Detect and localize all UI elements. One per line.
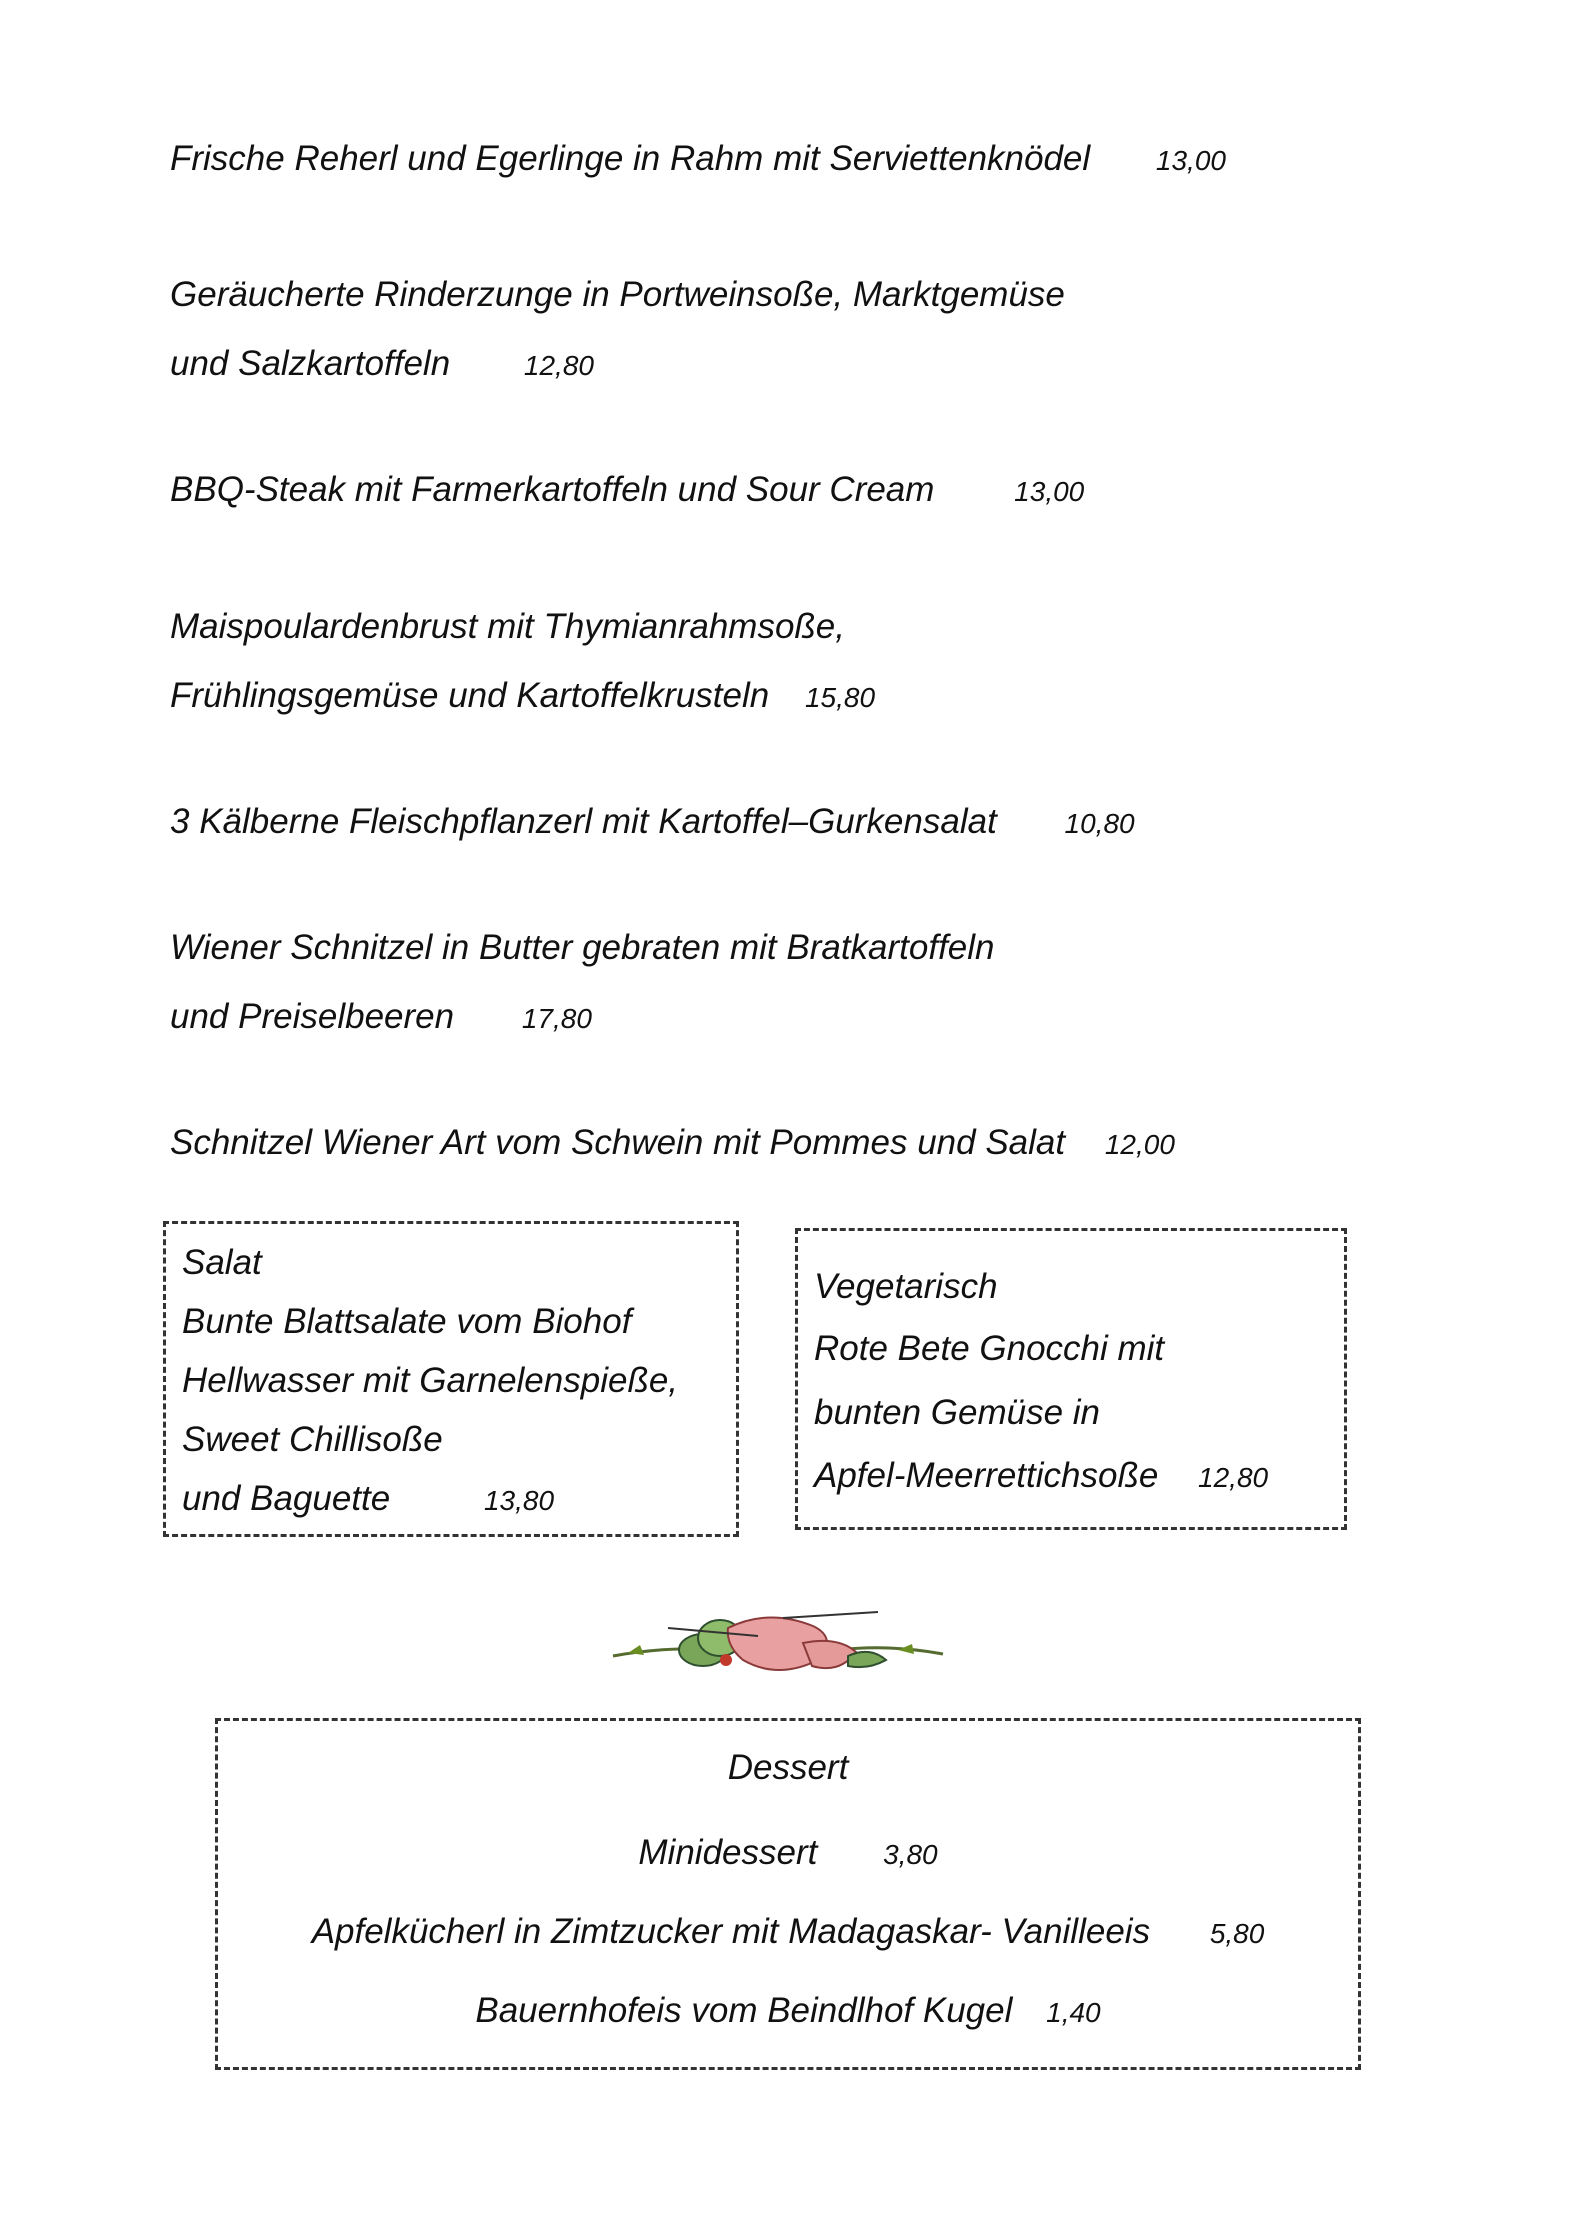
dessert-name: Bauernhofeis vom Beindlhof Kugel: [475, 1991, 1013, 2030]
item-name: Schnitzel Wiener Art vom Schwein mit Pommes und Salat: [170, 1123, 1066, 1162]
vegetable-garland-icon: [608, 1598, 948, 1678]
item-price: 15,80: [804, 682, 876, 713]
vegetarisch-box: [795, 1228, 1347, 1530]
dessert-price: 1,40: [1046, 1997, 1101, 2028]
vegetarisch-line: Apfel-Meerrettichsoße: [814, 1456, 1159, 1495]
salat-line: Sweet Chillisoße: [182, 1420, 443, 1459]
salat-line: Bunte Blattsalate vom Biohof: [182, 1302, 632, 1341]
menu-item: [170, 801, 1135, 845]
item-price: 13,00: [1155, 145, 1226, 176]
dessert-price: 5,80: [1209, 1918, 1265, 1949]
item-price: 12,80: [523, 350, 594, 381]
dessert-box: [215, 1718, 1361, 2070]
item-name: Wiener Schnitzel in Butter gebraten mit Bratkartoffeln: [170, 928, 995, 967]
dessert-title: Dessert: [727, 1748, 849, 1787]
vegetarisch-line: bunten Gemüse in: [814, 1393, 1101, 1432]
item-price: 13,00: [1014, 476, 1085, 507]
salat-box: [163, 1221, 739, 1537]
vegetarisch-title: Vegetarisch: [814, 1267, 998, 1306]
menu-item: [170, 138, 1226, 182]
dessert-price: 3,80: [883, 1839, 938, 1870]
salat-item: [182, 1478, 554, 1522]
item-price: 12,00: [1104, 1129, 1175, 1160]
item-name: Maispoulardenbrust mit Thymianrahmsoße,: [170, 607, 845, 646]
vegetarisch-price: 12,80: [1198, 1462, 1269, 1493]
item-price: 10,80: [1064, 808, 1135, 839]
dessert-item: [218, 1911, 1358, 1955]
menu-item: [170, 675, 875, 719]
menu-item: [170, 343, 594, 387]
item-name: Geräucherte Rinderzunge in Portweinsoße, Marktgemüse: [170, 275, 1065, 314]
dessert-name: Minidessert: [638, 1833, 818, 1872]
vegetarisch-line: Rote Bete Gnocchi mit: [814, 1329, 1165, 1368]
item-name: 3 Kälberne Fleischpflanzerl mit Kartoffel–Gurkensalat: [170, 802, 997, 841]
salat-line: und Baguette: [182, 1479, 391, 1518]
dessert-item: [218, 1832, 1358, 1876]
salat-line: Hellwasser mit Garnelenspieße,: [182, 1361, 679, 1400]
item-name: und Preiselbeeren: [170, 997, 455, 1036]
salat-title: Salat: [182, 1243, 262, 1282]
item-name: und Salzkartoffeln: [170, 344, 451, 383]
vegetarisch-item: [814, 1455, 1268, 1499]
menu-item: [170, 469, 1084, 513]
item-name: Frische Reherl und Egerlinge in Rahm mit Serviettenknödel: [170, 139, 1091, 178]
salat-price: 13,80: [483, 1485, 555, 1516]
dessert-item: [218, 1990, 1358, 2034]
menu-item: [170, 996, 592, 1040]
item-price: 17,80: [521, 1003, 592, 1034]
dessert-name: Apfelkücherl in Zimtzucker mit Madagaskar- Vanilleeis: [311, 1912, 1151, 1951]
item-name: Frühlingsgemüse und Kartoffelkrusteln: [170, 676, 770, 715]
menu-item: [170, 1122, 1175, 1166]
item-name: BBQ-Steak mit Farmerkartoffeln und Sour Cream: [170, 470, 935, 509]
